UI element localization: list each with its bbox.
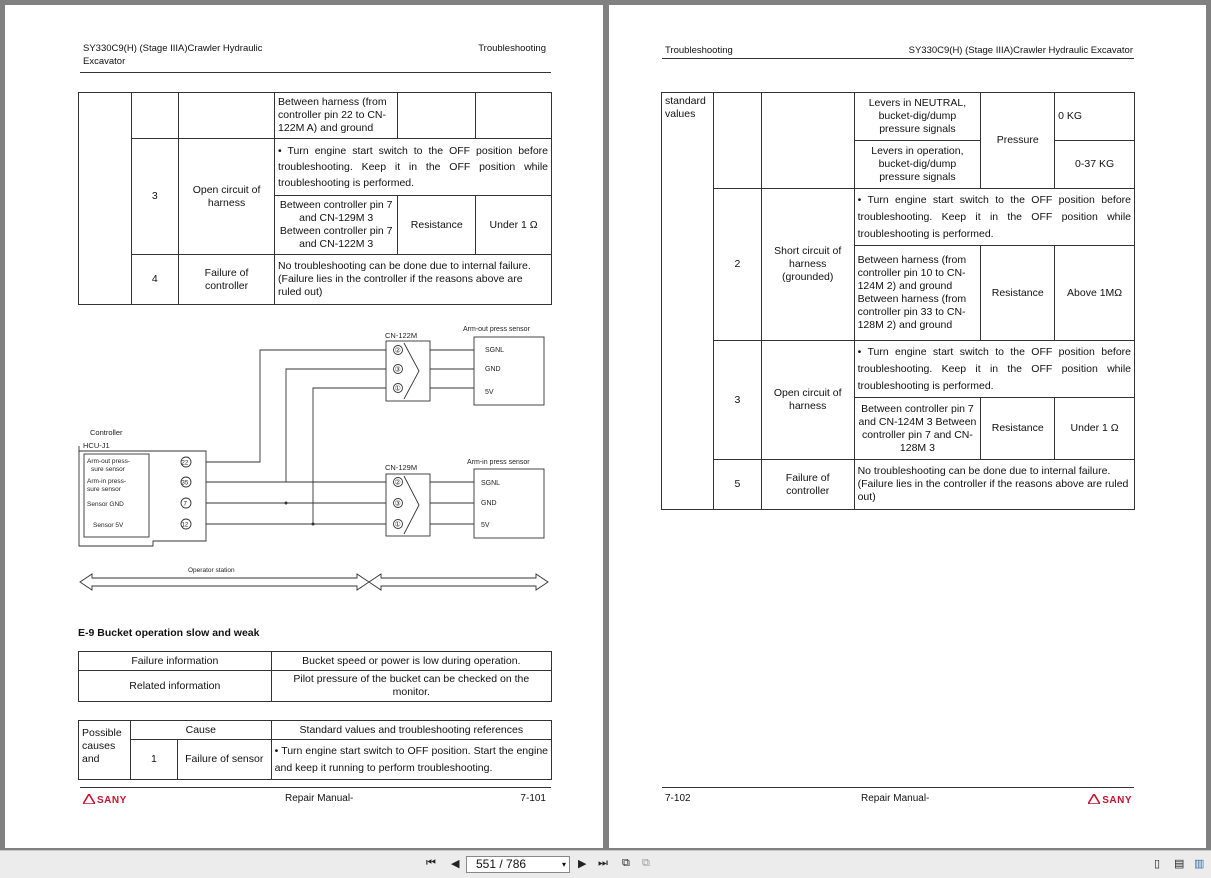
cause-cell: Failure of sensor	[177, 740, 271, 780]
single-page-view-icon[interactable]: ▯	[1154, 858, 1161, 870]
cause-header: Cause	[130, 721, 271, 740]
cause-cell: Failure of controller	[179, 255, 275, 305]
check-cell: Levers in NEUTRAL, bucket-dig/dump pressure signals	[854, 93, 981, 141]
std-cell: Above 1MΩ	[1055, 246, 1135, 341]
footer-page-number: 7-101	[520, 793, 546, 804]
svg-text:5V: 5V	[485, 389, 494, 396]
check-cell: Between controller pin 7 and CN-129M 3 Between controller pin 7 and CN-122M 3	[275, 196, 398, 255]
wiring-diagram	[5, 5, 603, 605]
svg-text:③: ③	[394, 500, 401, 508]
std-cell: 0-37 KG	[1055, 141, 1135, 189]
item-cell: Resistance	[398, 196, 476, 255]
svg-text:sure sensor: sure sensor	[87, 486, 121, 493]
possible-causes-label: Possible causes and	[79, 721, 131, 780]
first-page-icon[interactable]: ⏮	[426, 857, 436, 869]
note-cell: • Turn engine start switch to the OFF position before troubleshooting. Keep it in the OFF position while troubleshooting is performed.	[854, 341, 1134, 398]
page-number-field[interactable]	[466, 856, 570, 873]
failure-info-table	[78, 651, 552, 702]
operator-station-label: Operator station	[188, 567, 235, 574]
footer-rule	[662, 787, 1134, 788]
item-cell: Resistance	[981, 398, 1055, 460]
svg-text:SGNL: SGNL	[481, 480, 501, 487]
header-rule	[662, 58, 1134, 59]
footer-center: Repair Manual-	[861, 793, 930, 804]
troubleshooting-table	[661, 92, 1135, 510]
section-title: E-9 Bucket operation slow and weak	[78, 627, 260, 639]
svg-text:②: ②	[394, 347, 401, 355]
last-page-icon[interactable]: ⏭	[598, 857, 608, 869]
svg-text:5V: 5V	[481, 522, 490, 529]
hcu-label: HCU-J1	[83, 441, 110, 450]
cause-cell: Open circuit of harness	[179, 139, 275, 255]
svg-text:sure sensor: sure sensor	[91, 466, 125, 473]
svg-text:SGNL: SGNL	[485, 347, 505, 354]
svg-text:①: ①	[394, 521, 401, 529]
sany-logo: SANY	[1088, 794, 1132, 806]
standard-values-label: standard values	[662, 93, 714, 510]
svg-text:③: ③	[394, 366, 401, 374]
item-cell: Resistance	[981, 246, 1055, 341]
svg-text:Arm-out press-: Arm-out press-	[87, 458, 130, 465]
next-page-icon[interactable]: ▶	[578, 858, 587, 870]
related-info-label: Related information	[79, 671, 272, 702]
cn129-label: CN-129M	[385, 463, 418, 472]
svg-text:22: 22	[181, 460, 189, 467]
copy-page-icon[interactable]: ⧉	[622, 857, 630, 869]
right-page	[609, 5, 1206, 848]
header-title: SY330C9(H) (Stage IIIA)Crawler Hydraulic Excavator	[908, 45, 1133, 56]
svg-text:Sensor GND: Sensor GND	[87, 501, 124, 508]
svg-text:Arm-in press-: Arm-in press-	[87, 478, 127, 485]
svg-text:Sensor 5V: Sensor 5V	[93, 522, 124, 529]
chevron-down-icon[interactable]: ▾	[561, 860, 566, 869]
viewer-status-bar	[0, 850, 1211, 878]
controller-label: Controller	[90, 428, 123, 437]
armout-sensor-label: Arm-out press sensor	[463, 326, 530, 333]
sany-logo: SANY	[83, 794, 127, 806]
note-cell: No troubleshooting can be done due to internal failure. (Failure lies in the controller if the reasons above are ruled out)	[275, 255, 552, 305]
check-cell: Between harness (from controller pin 22 to CN-122M A) and ground	[275, 93, 398, 139]
svg-text:GND: GND	[481, 500, 497, 507]
std-cell: Under 1 Ω	[1055, 398, 1135, 460]
row-number: 1	[130, 740, 177, 780]
check-cell: Between harness (from controller pin 10 to CN-124M 2) and ground Between harness (from controller pin 33 to CN-128M 2) and ground	[854, 246, 981, 341]
row-number: 2	[713, 189, 761, 341]
cause-cell: Open circuit of harness	[761, 341, 854, 460]
std-cell: Under 1 Ω	[476, 196, 552, 255]
std-cell: 0 KG	[1055, 93, 1135, 141]
footer-center: Repair Manual-	[285, 793, 354, 804]
check-cell: Between controller pin 7 and CN-124M 3 Between controller pin 7 and CN-128M 3	[854, 398, 981, 460]
row-number: 4	[131, 255, 179, 305]
row-number: 3	[713, 341, 761, 460]
svg-text:②: ②	[394, 479, 401, 487]
header-section: Troubleshooting	[665, 45, 733, 56]
cn122-label: CN-122M	[385, 331, 418, 340]
cause-cell: Failure of controller	[761, 460, 854, 510]
related-info-value: Pilot pressure of the bucket can be checked on the monitor.	[271, 671, 551, 702]
svg-text:12: 12	[181, 522, 189, 529]
row-number: 5	[713, 460, 761, 510]
header-title: SY330C9(H) (Stage IIIA)Crawler Hydraulic Excavator	[83, 43, 263, 67]
svg-text:GND: GND	[485, 366, 501, 373]
header-section: Troubleshooting	[478, 43, 546, 54]
left-page	[5, 5, 603, 848]
row-number: 3	[131, 139, 179, 255]
check-cell: Levers in operation, bucket-dig/dump pressure signals	[854, 141, 981, 189]
failure-info-value: Bucket speed or power is low during operation.	[271, 652, 551, 671]
armin-sensor-label: Arm-in press sensor	[467, 459, 530, 466]
footer-page-number: 7-102	[665, 793, 691, 804]
note-cell: No troubleshooting can be done due to internal failure. (Failure lies in the controller if the reasons above are ruled out)	[854, 460, 1134, 510]
two-page-view-icon[interactable]: ▥	[1194, 858, 1205, 870]
page-indicator: 551 / 786	[476, 857, 527, 871]
paste-page-icon[interactable]: ⧉	[642, 857, 650, 869]
continuous-view-icon[interactable]: ▤	[1174, 858, 1185, 870]
previous-page-icon[interactable]: ◀	[451, 858, 460, 870]
cause-cell: Short circuit of harness (grounded)	[761, 189, 854, 341]
footer-rule	[80, 787, 551, 788]
svg-text:7: 7	[183, 501, 187, 508]
failure-info-label: Failure information	[79, 652, 272, 671]
item-cell: Pressure	[981, 93, 1055, 189]
cause-table	[78, 720, 552, 780]
svg-text:①: ①	[394, 385, 401, 393]
note-cell: • Turn engine start switch to the OFF position before troubleshooting. Keep it in the OFF position while troubleshooting is performed.	[854, 189, 1134, 246]
svg-text:35: 35	[181, 480, 189, 487]
note-cell: • Turn engine start switch to OFF position. Start the engine and keep it running to perform troubleshooting.	[271, 740, 551, 780]
note-cell: • Turn engine start switch to the OFF position before troubleshooting. Keep it in the OFF position while troubleshooting is performed.	[275, 139, 552, 196]
std-header: Standard values and troubleshooting references	[271, 721, 551, 740]
